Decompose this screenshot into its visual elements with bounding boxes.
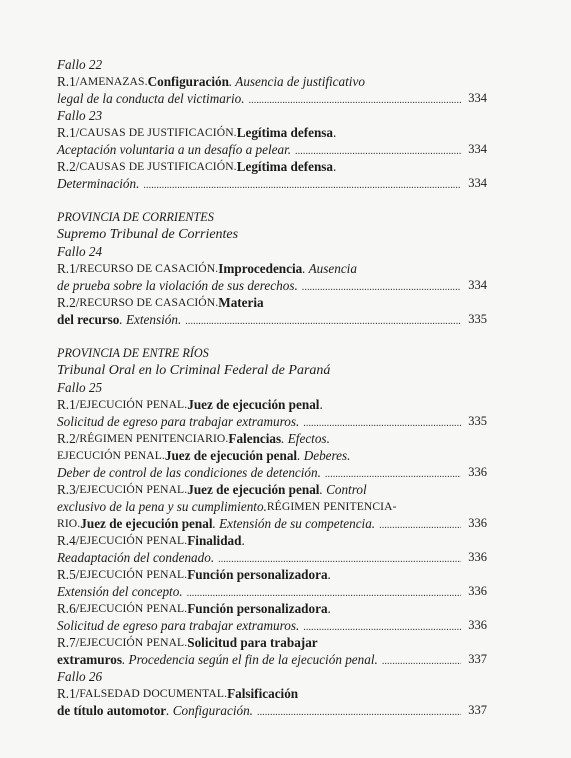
fallo-24-r2-line2: del recurso . Extensión. . . . 335 (57, 311, 487, 328)
dot-leader (218, 549, 461, 566)
dot-leader (303, 413, 461, 430)
fallo-23-heading: Fallo 23 (57, 108, 103, 123)
fallo-25-r3-line1: R.3/ EJECUCIÓN PENAL. Juez de ejecución penal . Control (57, 482, 367, 497)
fallo-25-r3-line2: exclusivo de la pena y su cumplimiento. RÉGIMEN PENITENCIA- (57, 499, 397, 514)
dot-leader (249, 90, 461, 107)
fallo-25-r5-line1: R.5/ EJECUCIÓN PENAL. Función personalizadora . (57, 567, 331, 582)
fallo-26-r1-line1: R.1/ FALSEDAD DOCUMENTAL. Falsificación (57, 686, 299, 701)
section-gap (57, 328, 487, 345)
fallo-23-r1-line2: Aceptación voluntaria a un desafío a pelear. . . . 334 (57, 141, 487, 158)
page-number: 334 (468, 176, 487, 190)
fallo-25-r7-line2: extramuros . Procedencia según el fin de la ejecución penal. . . . 337 (57, 651, 487, 668)
fallo-25-r6-line1: R.6/ EJECUCIÓN PENAL. Función personalizadora . (57, 601, 331, 616)
fallo-25-r2-line1: R.2/ RÉGIMEN PENITENCIARIO. Falencias . Efectos. (57, 431, 330, 446)
index-page (57, 56, 487, 719)
fallo-23-r1-line1: R.1/ CAUSAS DE JUSTIFICACIÓN. Legítima defensa . (57, 125, 337, 140)
page-number: 336 (468, 618, 487, 632)
page-number: 334 (468, 91, 487, 105)
page-number: 335 (468, 414, 487, 428)
fallo-22-heading: Fallo 22 (57, 57, 103, 72)
tribunal-heading-entre-rios: Tribunal Oral en lo Criminal Federal de Paraná (57, 363, 331, 378)
page-number: 336 (468, 516, 487, 530)
fallo-25-r6-line2: Solicitud de egreso para trabajar extramuros. . . . 336 (57, 617, 487, 634)
fallo-22-r1-line1: R.1/ AMENAZAS. Configuración . Ausencia de justificativo (57, 74, 365, 89)
fallo-25-r5-line2: Extensión del concepto. . . . 336 (57, 583, 487, 600)
section-gap (57, 192, 487, 209)
dot-leader (257, 702, 461, 719)
dot-leader (185, 311, 461, 328)
fallo-25-r4-line2: Readaptación del condenado. . . . 336 (57, 549, 487, 566)
page-number: 336 (468, 584, 487, 598)
province-heading-corrientes: PROVINCIA DE CORRIENTES (57, 210, 214, 224)
fallo-26-r1-line2: de título automotor . Configuración. . . . 337 (57, 702, 487, 719)
fallo-25-r4-line1: R.4/ EJECUCIÓN PENAL. Finalidad . (57, 533, 245, 548)
fallo-23-r2-line2: Determinación. . . . 334 (57, 175, 487, 192)
page-number: 334 (468, 278, 487, 292)
dot-leader (303, 617, 461, 634)
dot-leader (295, 141, 461, 158)
fallo-25-r1-line1: R.1/ EJECUCIÓN PENAL. Juez de ejecución penal . (57, 397, 323, 412)
page-number: 334 (468, 142, 487, 156)
fallo-25-heading: Fallo 25 (57, 380, 103, 395)
fallo-24-heading: Fallo 24 (57, 244, 103, 259)
dot-leader (382, 651, 461, 668)
fallo-24-r2-line1: R.2/ RECURSO DE CASACIÓN. Materia (57, 295, 264, 310)
fallo-23-r2-line1: R.2/ CAUSAS DE JUSTIFICACIÓN. Legítima defensa . (57, 159, 337, 174)
fallo-25-r2-line2: EJECUCIÓN PENAL. Juez de ejecución penal . Deberes. (57, 448, 351, 463)
fallo-25-r1-line2: Solicitud de egreso para trabajar extramuros. . . . 335 (57, 413, 487, 430)
fallo-22-r1-line2: legal de la conducta del victimario. . . . 334 (57, 90, 487, 107)
fallo-25-r7-line1: R.7/ EJECUCIÓN PENAL. Solicitud para trabajar (57, 635, 318, 650)
dot-leader (143, 175, 461, 192)
fallo-24-r1-line1: R.1/ RECURSO DE CASACIÓN. Improcedencia . Ausencia (57, 261, 357, 276)
page-number: 335 (468, 312, 487, 326)
dot-leader (187, 583, 461, 600)
fallo-26-heading: Fallo 26 (57, 669, 103, 684)
dot-leader (302, 277, 461, 294)
province-heading-entre-rios: PROVINCIA DE ENTRE RÍOS (57, 346, 209, 360)
page-number: 336 (468, 550, 487, 564)
page-number: 336 (468, 465, 487, 479)
dot-leader (379, 515, 461, 532)
fallo-24-r1-line2: de prueba sobre la violación de sus derechos. . . . 334 (57, 277, 487, 294)
dot-leader (325, 464, 461, 481)
page-number: 337 (468, 652, 487, 666)
fallo-25-r3-line3: RIO. Juez de ejecución penal . Extensión de su competencia. . . . 336 (57, 515, 487, 532)
fallo-25-r2-line3: Deber de control de las condiciones de detención. . . . 336 (57, 464, 487, 481)
tribunal-heading-corrientes: Supremo Tribunal de Corrientes (57, 227, 239, 242)
page-number: 337 (468, 703, 487, 717)
